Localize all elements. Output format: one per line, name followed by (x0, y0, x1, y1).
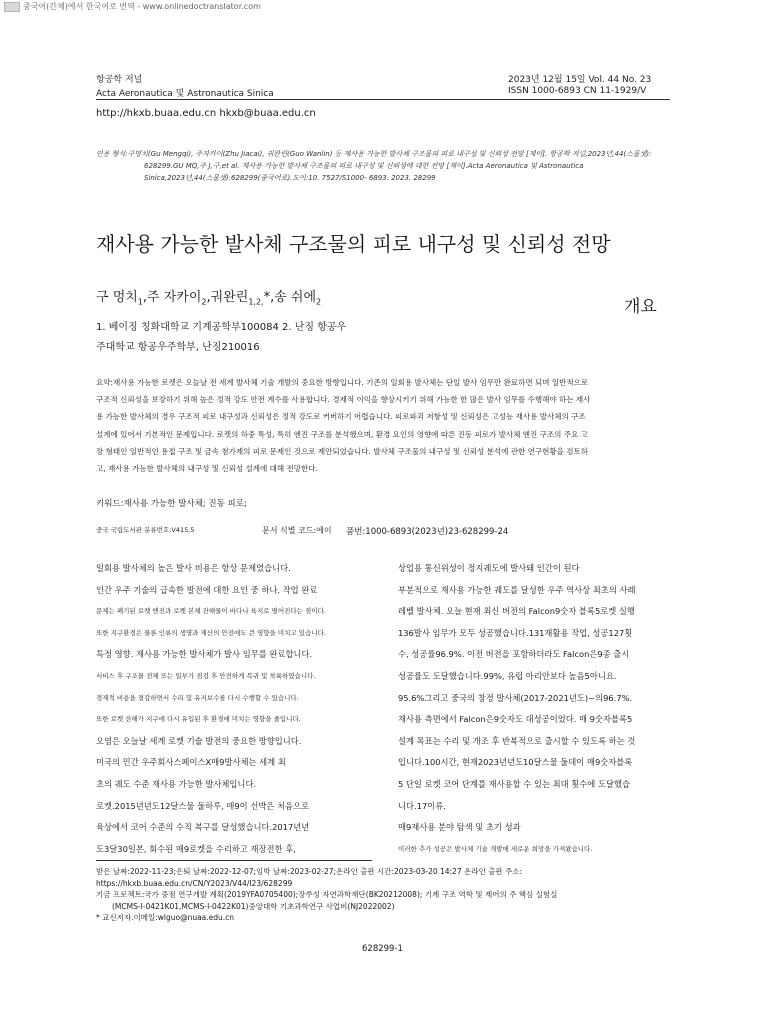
body-line: 서비스 후 구조물 전체 또는 일부가 점검 후 안전하게 복귀 및 착륙하였습니다. (96, 671, 316, 680)
body-line: 부분적으로 재사용 가능한 궤도를 달성한 우주 역사상 최초의 사례 (398, 584, 636, 595)
footnote-corresponding: * 교신저자.이메일:wlguo@nuaa.edu.cn (96, 913, 235, 922)
body-line: 매9재사용 분야 탐색 및 초기 성과 (398, 822, 521, 833)
body-line: 이러한 추가 성공은 발사체 기술 개발에 새로운 희망을 가져왔습니다. (398, 844, 593, 853)
abstract-heading: 개요 (624, 297, 657, 317)
author-1: 구 멍치 (96, 290, 138, 305)
body-line: 특정 영향. 재사용 가능한 발사체가 발사 임무를 완료합니다. (96, 649, 313, 660)
author-1-affil: 1 (137, 297, 143, 307)
affiliation-line-1: 1. 베이징 칭화대학교 기계공학부100084 2. 난징 항공우 (96, 322, 347, 333)
abstract-line: 고, 재사용 가능한 발사체의 내구성 및 신뢰성 설계에 대해 전망한다. (96, 464, 318, 474)
body-line: 상업용 통신위성이 정지궤도에 발사돼 인간이 된다 (398, 563, 580, 573)
journal-url: http://hkxb.buaa.edu.cn hkxb@buaa.edu.cn (96, 108, 316, 119)
body-line: 136발사 임무가 모두 성공했습니다.131재활용 작업, 성공127횟 (398, 627, 633, 638)
author-list (96, 286, 321, 307)
citation-line-1: 인용 형식:구멍치(Gu Mengqi), 주자카이(Zhu Jiacai), 궈완린(Guo Wanlin) 등 재사용 가능한 발사체 구조물의 피로 내구성 및 신뢰성 전망 [제이]. 항공학 저널,2023년,44(스물셋): (96, 150, 652, 158)
footnotes (96, 866, 696, 924)
author-3-affil: 1,2, (248, 297, 264, 307)
citation-line-3: Sinica,2023년,44(스물셋):628299(중국어로).도이:10. 7527/S1000- 6893. 2023. 28299 (144, 174, 436, 182)
keywords: 키워드:재사용 가능한 발사체; 진동 피로; (96, 499, 247, 509)
body-line: 오염은 오늘날 세계 로켓 기술 발전의 중요한 방향입니다. (96, 735, 302, 746)
translator-logo-icon (4, 2, 20, 12)
clc-number: 중국 국립도서관 분류번호:V415.5 (96, 526, 195, 534)
page-number: 628299-1 (362, 944, 403, 954)
journal-issn: ISSN 1000-6893 CN 11-1929/V (508, 86, 647, 96)
abstract-line: 요약:재사용 가능한 로켓은 오늘날 전 세계 발사체 기술 개발의 중요한 방향입니다. 기존의 일회용 발사체는 단일 발사 임무만 완료하면 되며 일반적으로 (96, 378, 589, 387)
footnote-url[interactable]: https://hkxb.buaa.edu.cn/CN/Y2023/V44/I23/628299 (96, 878, 293, 888)
footnote-received: 받은 날짜:2022-11-23;은퇴 날짜:2022-12-07;임박 날짜:2023-02-27;온라인 출판 시간:2023-03-20 14:27 온라인 출판 주소: (96, 867, 522, 876)
affiliation-line-2: 주대학교 항공우주학부, 난징210016 (96, 342, 260, 353)
journal-date-volume: 2023년 12월 15일 Vol. 44 No. 23 (508, 75, 652, 85)
abstract-line: 장 형태인 일반적인 용접 구조 및 금속 첨가제의 피로 문제인 것으로 제안되었습니다. 발사체 구조물의 내구성 및 신뢰성 분석에 관한 연구현황을 검토하 (96, 446, 589, 456)
translator-banner (4, 1, 261, 12)
body-line: 인간 우주 기술의 급속한 발전에 대한 요인 중 하나. 작업 완료 (96, 584, 318, 595)
journal-name-en: Acta Aeronautica 및 Astronautica Sinica (96, 89, 274, 99)
document-code: 문서 식별 코드:에이 (262, 526, 332, 535)
body-line: 문제는 폐기된 로켓 엔진과 로켓 본체 잔해물이 바다나 육지로 떨어진다는 점이다. (96, 607, 326, 616)
body-line: 95.6%그리고 중국의 창정 발사체(2017-2021년도)~의96.7%. (398, 692, 633, 703)
affiliations (96, 318, 346, 358)
article-number: 품번:1000-6893(2023년)23-628299-24 (346, 527, 509, 537)
left-column (96, 558, 372, 860)
body-line: 로켓.2015년년도12달스물 둘하루, 매9이 선박은 처음으로 (96, 800, 310, 811)
author-4-affil: 2 (316, 297, 322, 307)
body-line: 초의 궤도 수준 재사용 가능한 발사체입니다. (96, 778, 257, 789)
body-line: 레벨 발사체. 오늘 현재 최신 버전의 Falcon9숫자 블록5로켓 실행 (398, 606, 635, 617)
body-line: 설계 목표는 수리 및 개조 후 반복적으로 출시할 수 있도록 하는 것 (398, 735, 636, 746)
body-line: 또한 로켓 잔해가 지구에 다시 유입된 후 환경에 미치는 영향을 줄입니다. (96, 715, 301, 724)
abstract-body (96, 374, 674, 477)
abstract-line: 설계에 있어서 기본적인 문제입니다. 로켓의 하중 특성, 특히 엔진 구조를 분석했으며, 환경 요인의 영향에 따른 진동 피로가 발사체 엔진 구조의 주요 고 (96, 429, 588, 439)
body-line: 재사용 측면에서 Falcon은9숫자도 대성공이었다. 매 9숫자블록5 (398, 714, 633, 725)
body-line: 일회용 발사체의 높은 발사 비용은 항상 문제였습니다. (96, 563, 291, 573)
body-line: 육상에서 코어 수준의 수직 복구를 달성했습니다.2017년년 (96, 822, 310, 833)
footnote-fund: 기금 프로젝트:국가 중점 연구개발 계획(2019YFA0705400);장쑤성 자연과학재단(BK20212008); 기계 구조 역학 및 제어의 주 핵심 실험실 (96, 890, 558, 899)
body-line: 니다.17이류. (398, 800, 446, 811)
translator-banner-text: 중국어(간체)에서 한국어로 번역 - www.onlinedoctranslator.com (23, 2, 261, 11)
author-3: ,궈완린 (206, 290, 249, 305)
body-line: 또한 지구환경은 물론 인류의 생명과 재산의 안전에도 큰 영향을 미치고 있습니다. (96, 628, 326, 637)
footnote-rule (96, 860, 372, 861)
journal-name-kr: 항공학 저널 (96, 75, 143, 85)
citation-line-2: 628299.GU MQ,주 J,구,et al. 재사용 가능한 발사체 구조물의 피로 내구성 및 신뢰성에 대한 전망 [제이].Acta Aeronautica 및 Astronautica (144, 162, 584, 170)
author-4: *,송 쉬에 (263, 290, 317, 305)
body-line: 입니다.100시간, 현재2023년년도10달스물 둘데이 매9숫자블록 (398, 757, 633, 768)
abstract-line: 용 가능한 발사체의 경우 구조적 피로 내구성과 신뢰성은 정적 강도로 커버하기 어렵습니다. 피로파괴 저항성 및 신뢰성은 고성능 재사용 발사체의 구조 (96, 412, 586, 422)
body-line: 경제적 비용을 절감하면서 수리 및 유지보수를 다시 수행할 수 있습니다. (96, 693, 299, 702)
body-line: 수, 성공률96.9%. 이전 버전을 포함하더라도 Falcon은9종 출시 (398, 649, 630, 660)
author-2-affil: 2 (201, 297, 207, 307)
paper-title: 재사용 가능한 발사체 구조물의 피로 내구성 및 신뢰성 전망 (96, 232, 611, 256)
body-line: 미국의 민간 우주회사스페이스X매9발사체는 세계 최 (96, 757, 286, 768)
author-2: ,주 자카이 (142, 290, 202, 305)
body-line: 도3달30일본, 회수된 매9로켓을 수리하고 재장전한 후, (96, 843, 296, 854)
right-column (398, 558, 684, 860)
footnote-fund-cont: (MCMS-I-0421K01,MCMS-I-0422K01)중앙대학 기초과학연구 사업비(NJ2022002) (112, 901, 395, 911)
citation-block (96, 148, 676, 184)
body-line: 5 단일 로켓 코어 단계를 재사용할 수 있는 최대 횟수에 도달했습 (398, 778, 631, 789)
header-rule (96, 99, 670, 100)
body-line: 성공률도 도달했습니다.99%, 유럽 아리안보다 높음5아니요. (398, 670, 617, 681)
abstract-line: 구조적 신뢰성을 보장하기 위해 높은 정적 강도 안전 계수를 사용합니다. 경제적 이익을 향상시키기 위해 가능한 한 많은 발사 임무를 수행해야 하는 재사 (96, 395, 591, 405)
